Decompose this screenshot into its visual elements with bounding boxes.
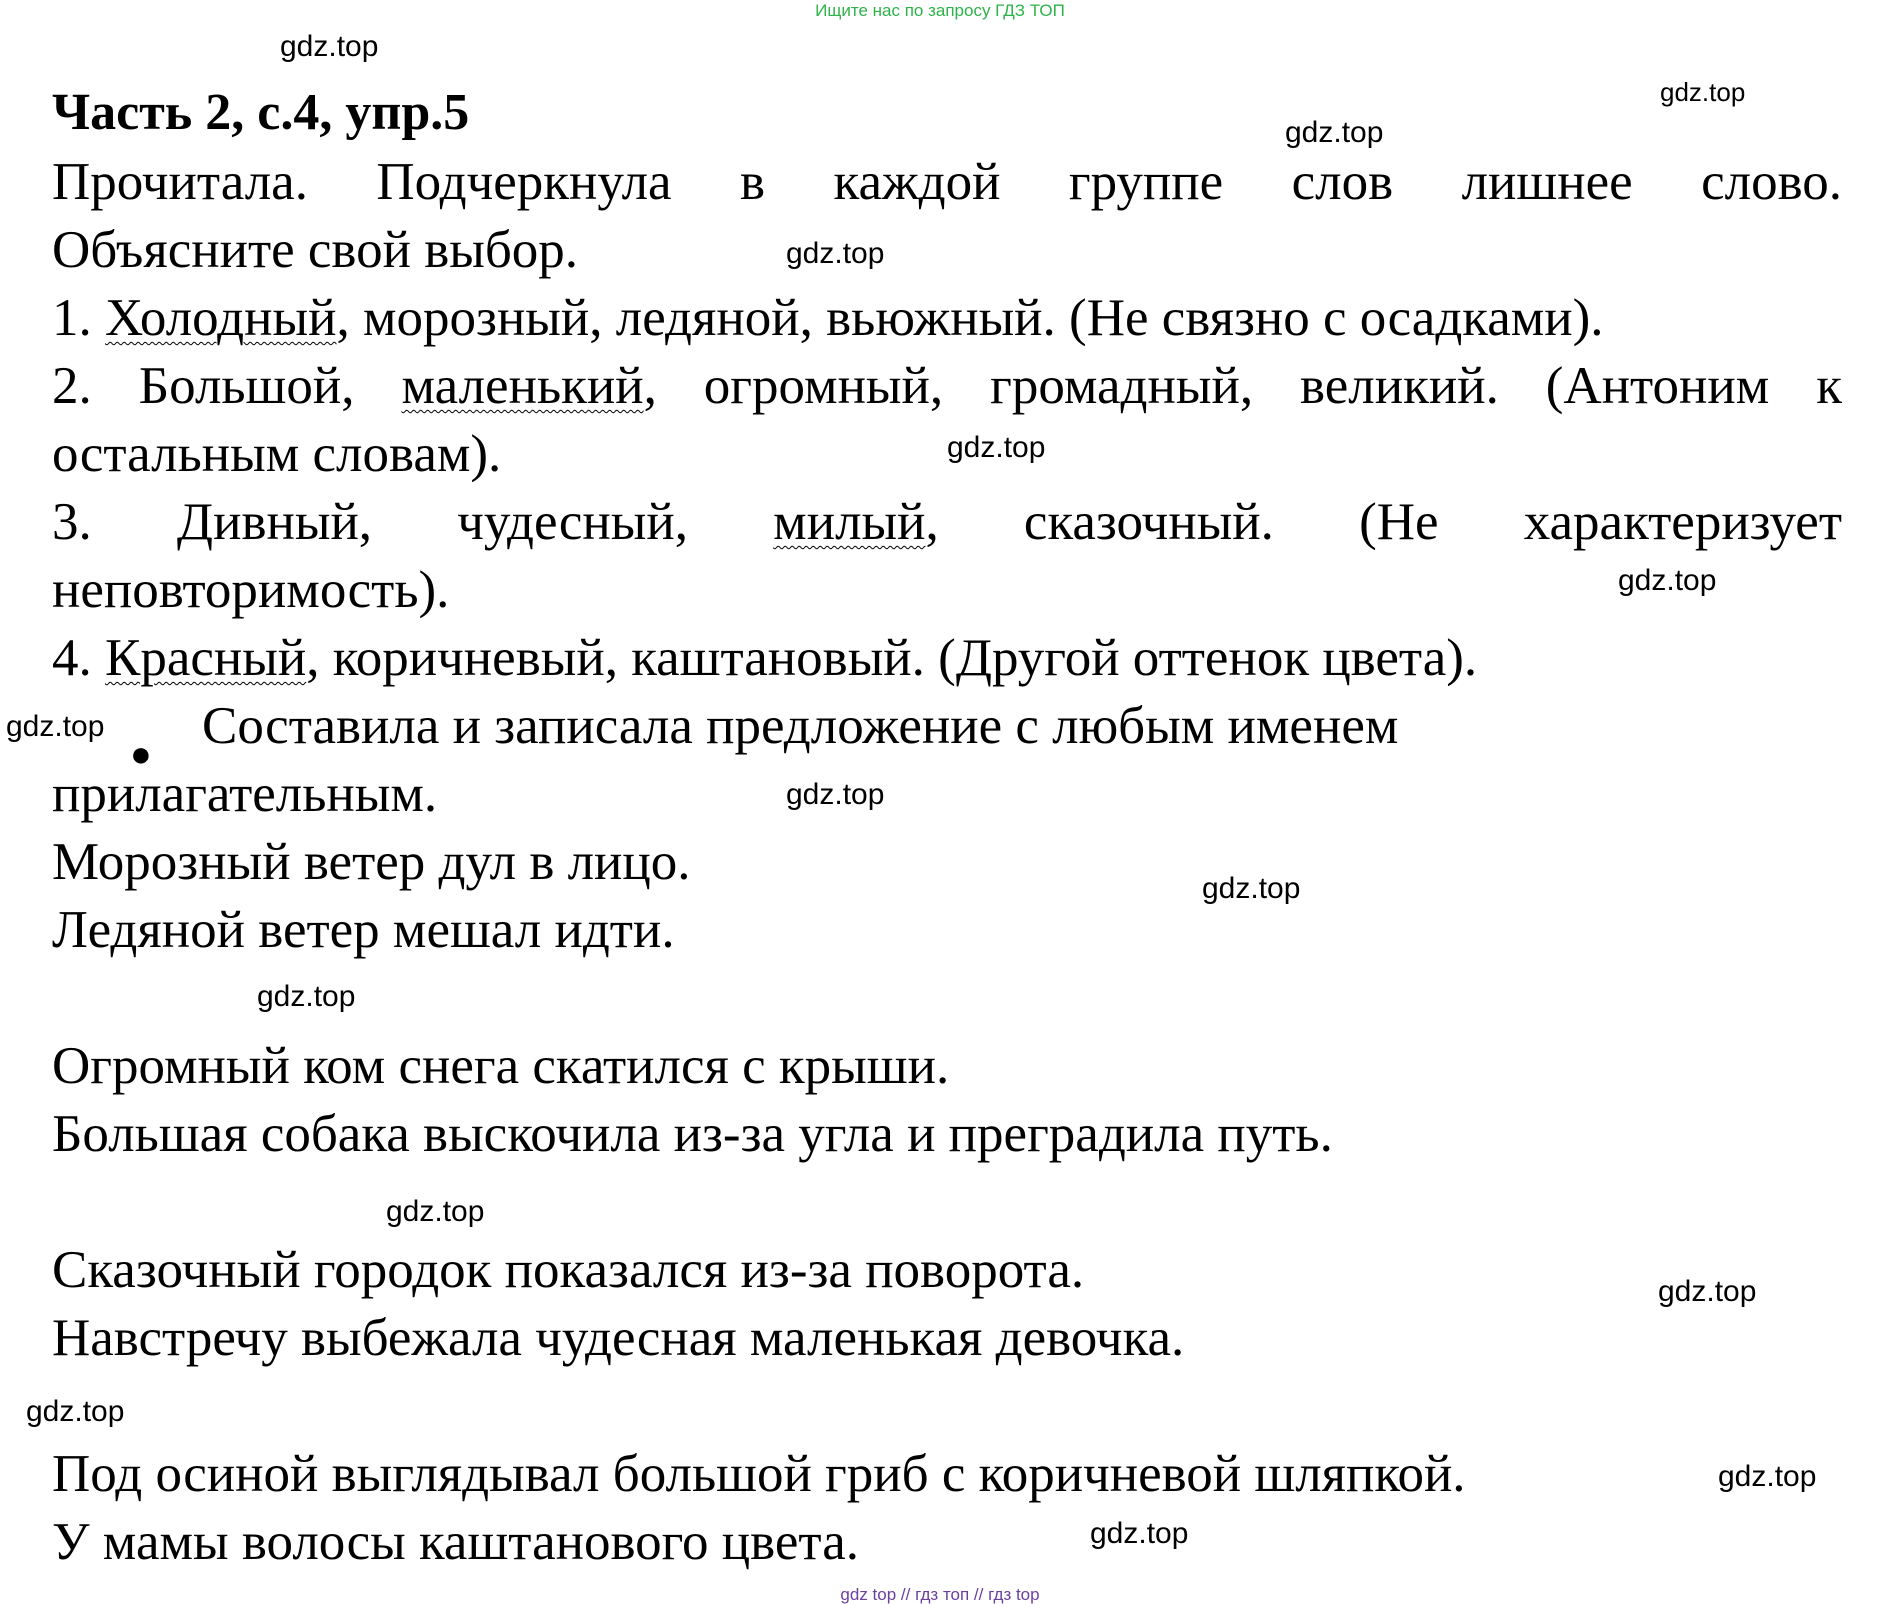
item-3-start: 3. Дивный, чудесный, bbox=[52, 493, 774, 551]
watermark: gdz.top bbox=[1285, 116, 1384, 149]
item-2 bbox=[52, 352, 1842, 420]
top-banner: Ищите нас по запросу ГДЗ ТОП bbox=[815, 1, 1065, 20]
item-4-odd-word: Красный bbox=[105, 629, 307, 687]
item-1 bbox=[52, 284, 1842, 352]
watermark: gdz.top bbox=[257, 980, 356, 1013]
sentence-5: Сказочный городок показался из-за поворота. bbox=[52, 1241, 1085, 1299]
watermark: gdz.top bbox=[786, 237, 885, 270]
watermark: gdz.top bbox=[1718, 1460, 1817, 1493]
bullet-task-line-1: Составила и записала предложение с любым именем bbox=[202, 697, 1399, 755]
watermark: gdz.top bbox=[280, 30, 379, 63]
item-2-continuation: остальным словам). bbox=[52, 425, 502, 483]
item-2-odd-word: маленький bbox=[401, 357, 644, 415]
bullet-icon: ● bbox=[130, 734, 152, 774]
sentence-6: Навстречу выбежала чудесная маленькая девочка. bbox=[52, 1309, 1185, 1367]
watermark: gdz.top bbox=[1618, 564, 1717, 597]
footer-links: gdz top // гдз топ // гдз top bbox=[840, 1585, 1040, 1604]
intro-line-1: Прочитала. Подчеркнула в каждой группе слов лишнее слово. bbox=[52, 153, 1842, 211]
watermark: gdz.top bbox=[1658, 1275, 1757, 1308]
watermark: gdz.top bbox=[947, 431, 1046, 464]
intro-line-2: Объясните свой выбор. bbox=[52, 221, 579, 279]
sentence-7: Под осиной выглядывал большой гриб с коричневой шляпкой. bbox=[52, 1445, 1466, 1503]
item-3-rest: , сказочный. (Не характеризует bbox=[925, 493, 1842, 551]
item-2-rest: , огромный, громадный, великий. (Антоним к bbox=[643, 357, 1842, 415]
item-3-odd-word: милый bbox=[773, 493, 926, 551]
item-4 bbox=[52, 624, 1842, 692]
watermark: gdz.top bbox=[786, 778, 885, 811]
item-4-number: 4. bbox=[52, 629, 105, 687]
item-1-rest: , морозный, ледяной, вьюжный. (Не связно с осадками). bbox=[336, 289, 1604, 347]
item-3 bbox=[52, 488, 1842, 556]
watermark: gdz.top bbox=[1660, 77, 1746, 107]
item-4-rest: , коричневый, каштановый. (Другой оттенок цвета). bbox=[306, 629, 1478, 687]
item-1-number: 1. bbox=[52, 289, 105, 347]
sentence-2: Ледяной ветер мешал идти. bbox=[52, 901, 675, 959]
watermark: gdz.top bbox=[1090, 1517, 1189, 1550]
watermark: gdz.top bbox=[1202, 872, 1301, 905]
sentence-1: Морозный ветер дул в лицо. bbox=[52, 833, 691, 891]
item-1-odd-word: Холодный bbox=[105, 289, 337, 347]
watermark: gdz.top bbox=[6, 710, 105, 743]
sentence-8: У мамы волосы каштанового цвета. bbox=[52, 1513, 859, 1571]
watermark: gdz.top bbox=[26, 1395, 125, 1428]
page-title: Часть 2, с.4, упр.5 bbox=[52, 84, 470, 141]
sentence-4: Большая собака выскочила из-за угла и преградила путь. bbox=[52, 1105, 1333, 1163]
bullet-task-line-2: прилагательным. bbox=[52, 765, 438, 823]
item-2-start: 2. Большой, bbox=[52, 357, 402, 415]
item-3-continuation: неповторимость). bbox=[52, 561, 450, 619]
watermark: gdz.top bbox=[386, 1195, 485, 1228]
sentence-3: Огромный ком снега скатился с крыши. bbox=[52, 1037, 950, 1095]
